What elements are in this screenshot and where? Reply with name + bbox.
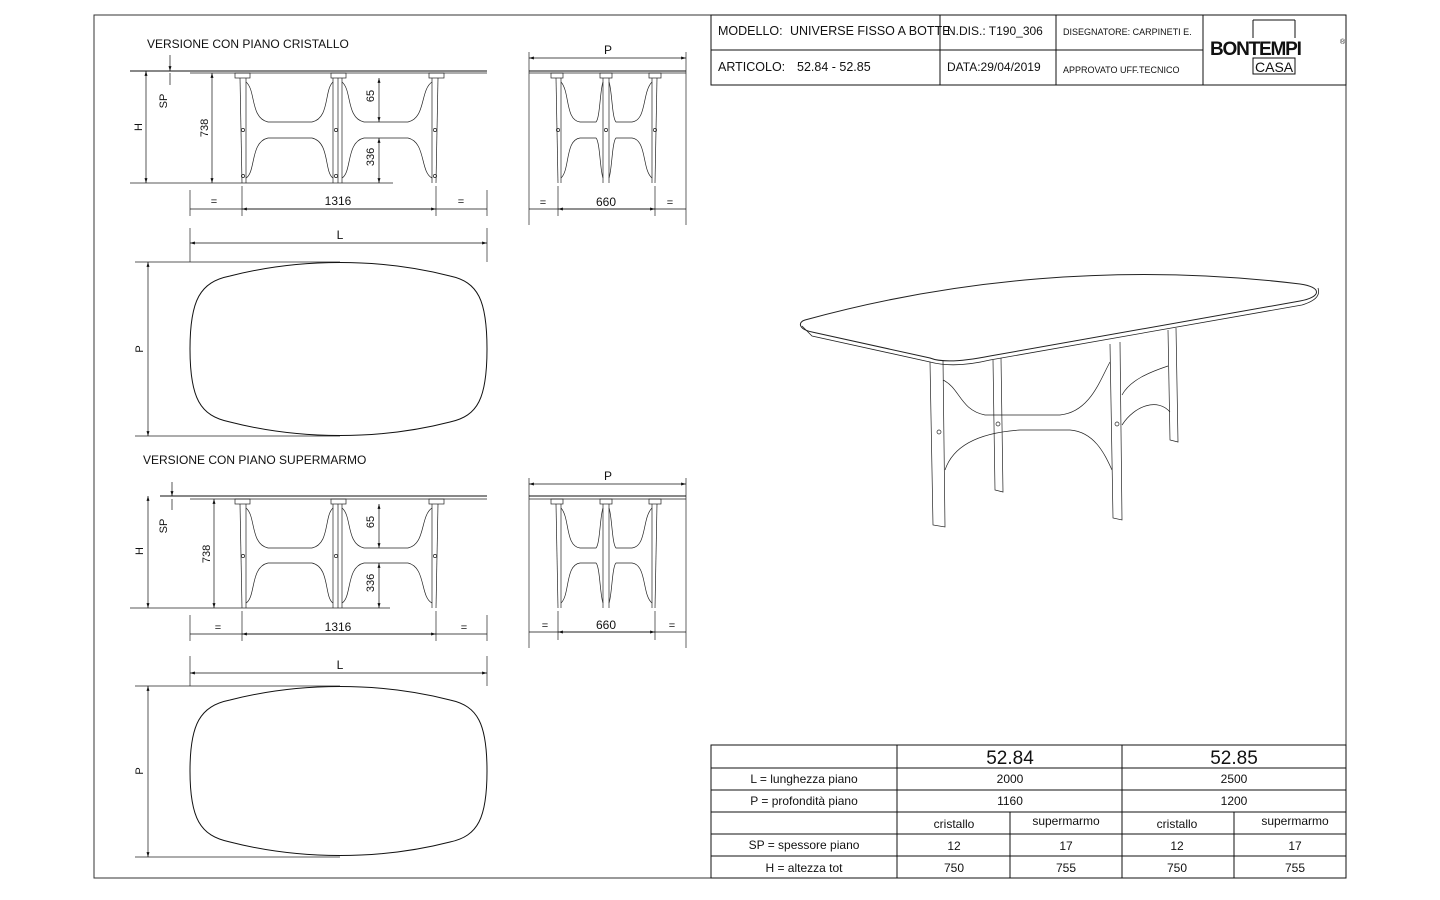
- front-elevation: [130, 482, 487, 641]
- cell: 755: [1055, 861, 1077, 875]
- svg-text:P: P: [603, 469, 613, 483]
- svg-text:=: =: [539, 197, 547, 209]
- articolo-label: ARTICOLO:: [718, 60, 786, 74]
- svg-text:=: =: [541, 620, 549, 632]
- front-elevation: [130, 55, 487, 216]
- svg-text:336: 336: [365, 573, 377, 593]
- svg-text:=: =: [668, 620, 676, 632]
- svg-text:660: 660: [595, 195, 617, 209]
- plan-view: [134, 656, 487, 857]
- svg-text:65: 65: [365, 89, 377, 103]
- cell: 17: [1059, 839, 1073, 853]
- articolo-value: 52.84 - 52.85: [797, 60, 871, 74]
- cell: 1200: [1220, 794, 1248, 808]
- approval: APPROVATO UFF.TECNICO: [1063, 65, 1180, 75]
- designer: DISEGNATORE: CARPINETI E.: [1063, 27, 1192, 37]
- perspective-view: [800, 275, 1318, 527]
- title-block: [711, 15, 1346, 85]
- svg-text:738: 738: [201, 544, 213, 564]
- modello-value: UNIVERSE FISSO A BOTTE: [790, 24, 951, 38]
- cell: 2500: [1220, 772, 1248, 786]
- svg-text:=: =: [214, 622, 222, 634]
- subheader: cristallo: [933, 817, 975, 831]
- svg-text:1316: 1316: [324, 620, 352, 634]
- bontempi-casa-logo: [1210, 20, 1346, 75]
- spec-table: [711, 745, 1346, 878]
- logo-wordmark: BONTEMPI: [1210, 39, 1301, 60]
- svg-text:738: 738: [199, 118, 211, 138]
- svg-text:=: =: [210, 196, 218, 208]
- cell: 755: [1284, 861, 1306, 875]
- drawing-date: DATA:29/04/2019: [947, 60, 1041, 74]
- model-header: 52.84: [986, 748, 1034, 769]
- drawing-number: N.DIS.: T190_306: [947, 24, 1043, 38]
- cell: 2000: [996, 772, 1024, 786]
- subheader: supermarmo: [1261, 814, 1329, 828]
- svg-text:H: H: [134, 547, 146, 555]
- logo-casa: CASA: [1255, 59, 1294, 75]
- row-label: SP = spessore piano: [748, 838, 860, 852]
- section-supermarmo: [130, 453, 686, 857]
- subheader: cristallo: [1156, 817, 1198, 831]
- row-label: P = profondità piano: [750, 794, 858, 808]
- svg-text:L: L: [336, 228, 344, 242]
- subheader: supermarmo: [1032, 814, 1100, 828]
- cell: 750: [943, 861, 965, 875]
- cell: 12: [947, 839, 961, 853]
- row-label: H = altezza tot: [765, 861, 843, 875]
- cell: 750: [1166, 861, 1188, 875]
- svg-text:L: L: [336, 658, 344, 672]
- model-header: 52.85: [1210, 748, 1258, 769]
- svg-text:SP: SP: [158, 93, 170, 109]
- cell: 17: [1288, 839, 1302, 853]
- svg-text:SP: SP: [158, 518, 170, 534]
- svg-text:336: 336: [365, 147, 377, 167]
- svg-text:=: =: [666, 197, 674, 209]
- section-cristallo: [130, 37, 686, 436]
- svg-text:®: ®: [1340, 39, 1346, 46]
- section-heading: VERSIONE CON PIANO CRISTALLO: [147, 37, 349, 51]
- cell: 12: [1170, 839, 1184, 853]
- section-heading: VERSIONE CON PIANO SUPERMARMO: [143, 453, 367, 467]
- side-elevation: [529, 469, 686, 648]
- sheet-border: [94, 15, 1346, 878]
- svg-text:H: H: [133, 123, 145, 131]
- svg-text:P: P: [134, 767, 146, 775]
- svg-text:660: 660: [595, 618, 617, 632]
- svg-text:P: P: [603, 43, 613, 57]
- cell: 1160: [997, 794, 1023, 808]
- svg-text:=: =: [457, 196, 465, 208]
- svg-text:1316: 1316: [324, 194, 352, 208]
- side-elevation: [529, 43, 686, 225]
- svg-text:P: P: [134, 345, 146, 353]
- svg-text:65: 65: [365, 515, 377, 529]
- modello-label: MODELLO:: [718, 24, 783, 38]
- svg-text:=: =: [460, 622, 468, 634]
- row-label: L = lunghezza piano: [750, 772, 858, 786]
- plan-view: [134, 228, 487, 436]
